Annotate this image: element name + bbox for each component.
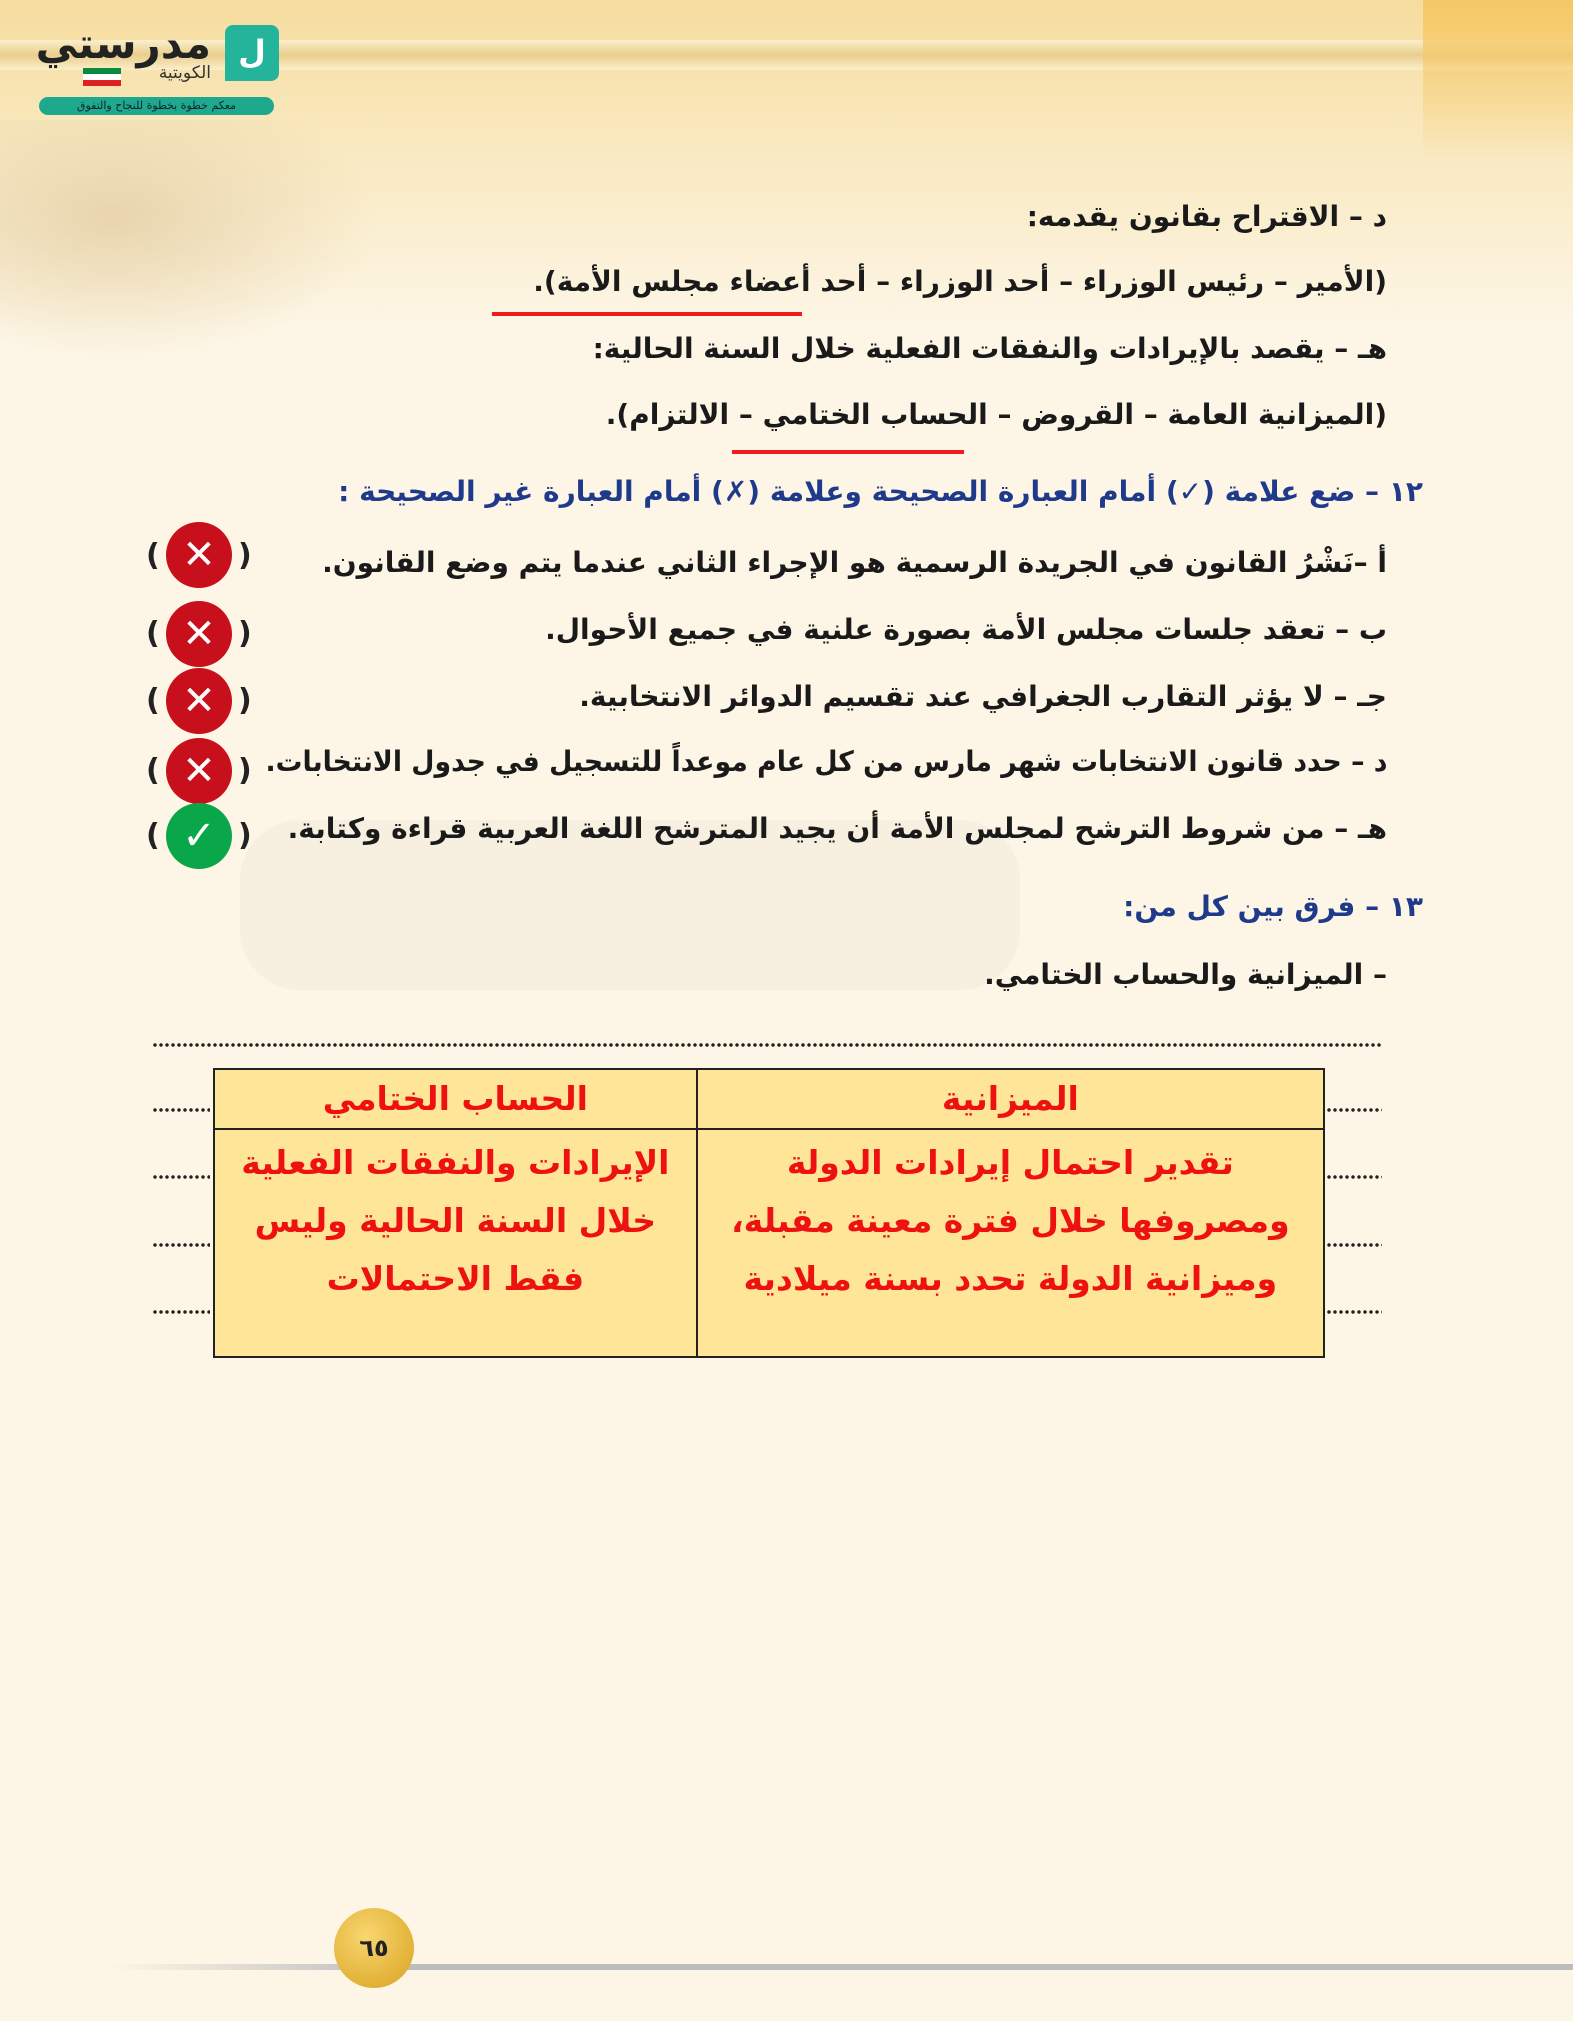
statement-text: ب – تعقد جلسات مجلس الأمة بصورة علنية في جميع الأحوال.	[545, 613, 1387, 646]
q13-item: – الميزانية والحساب الختامي.	[984, 958, 1387, 991]
q11-d-options: (الأمير – رئيس الوزراء – أحد الوزراء – أحد أعضاء مجلس الأمة).	[533, 265, 1387, 298]
cross-icon: ✕	[166, 522, 232, 588]
check-icon: ✓	[166, 803, 232, 869]
answer-parentheses: )	[238, 538, 252, 573]
answer-dotted-line	[152, 1174, 210, 1180]
kuwait-flag-icon	[83, 68, 121, 86]
answer-parentheses: )	[238, 753, 252, 788]
statement-text: أ –نَشْرُ القانون في الجريدة الرسمية هو الإجراء الثاني عندما يتم وضع القانون.	[322, 546, 1387, 579]
answer-dotted-line	[152, 1242, 210, 1248]
answer-underline	[492, 312, 802, 316]
answer-dotted-line	[1326, 1309, 1382, 1315]
answer-parentheses: (	[146, 753, 160, 788]
answer-dotted-line	[152, 1042, 1382, 1048]
footer-line	[110, 1964, 1573, 1970]
table-row	[214, 1129, 1324, 1357]
decorative-corner	[1423, 0, 1573, 160]
comparison-table	[213, 1068, 1325, 1358]
q12-heading: ١٢ – ضع علامة (✓) أمام العبارة الصحيحة وعلامة (✗) أمام العبارة غير الصحيحة :	[338, 475, 1423, 508]
answer-parentheses: (	[146, 538, 160, 573]
q11-d-prompt: د – الاقتراح بقانون يقدمه:	[1026, 200, 1387, 233]
logo-slogan: معكم خطوة بخطوة للنجاح والتفوق	[39, 97, 274, 115]
table-header: الحساب الختامي	[214, 1069, 697, 1129]
statement-text: هـ – من شروط الترشح لمجلس الأمة أن يجيد المترشح اللغة العربية قراءة وكتابة.	[287, 812, 1387, 845]
cross-icon: ✕	[166, 668, 232, 734]
answer-dotted-line	[1326, 1174, 1382, 1180]
logo	[35, 19, 279, 119]
answer-parentheses: )	[238, 683, 252, 718]
decorative-image	[0, 120, 380, 360]
page-number: ٦٥	[334, 1908, 414, 1988]
answer-dotted-line	[152, 1107, 210, 1113]
statement-text: جـ – لا يؤثر التقارب الجغرافي عند تقسيم الدوائر الانتخابية.	[579, 680, 1387, 713]
watermark	[240, 820, 1020, 990]
answer-underline	[732, 450, 964, 454]
answer-parentheses: )	[238, 616, 252, 651]
q11-h-prompt: هـ – يقصد بالإيرادات والنفقات الفعلية خلال السنة الحالية:	[592, 332, 1387, 365]
answer-parentheses: (	[146, 818, 160, 853]
answer-parentheses: (	[146, 683, 160, 718]
answer-dotted-line	[152, 1309, 210, 1315]
cross-icon: ✕	[166, 738, 232, 804]
q13-heading: ١٣ – فرق بين كل من:	[1123, 890, 1423, 923]
logo-subtitle: الكويتية	[158, 63, 211, 83]
answer-parentheses: )	[238, 818, 252, 853]
table-cell: تقدير احتمال إيرادات الدولة ومصروفها خلال فترة معينة مقبلة، وميزانية الدولة تحدد بسنة ميلادية	[697, 1129, 1324, 1357]
logo-mark-icon: ل	[225, 25, 279, 81]
table-header-row	[214, 1069, 1324, 1129]
q11-h-options: (الميزانية العامة – القروض – الحساب الختامي – الالتزام).	[605, 398, 1387, 431]
cross-icon: ✕	[166, 601, 232, 667]
answer-dotted-line	[1326, 1107, 1382, 1113]
logo-title: مدرستي	[35, 19, 211, 68]
table-header: الميزانية	[697, 1069, 1324, 1129]
statement-text: د – حدد قانون الانتخابات شهر مارس من كل عام موعداً للتسجيل في جدول الانتخابات.	[265, 745, 1387, 778]
answer-parentheses: (	[146, 616, 160, 651]
answer-dotted-line	[1326, 1242, 1382, 1248]
table-cell: الإيرادات والنفقات الفعلية خلال السنة الحالية وليس فقط الاحتمالات	[214, 1129, 697, 1357]
